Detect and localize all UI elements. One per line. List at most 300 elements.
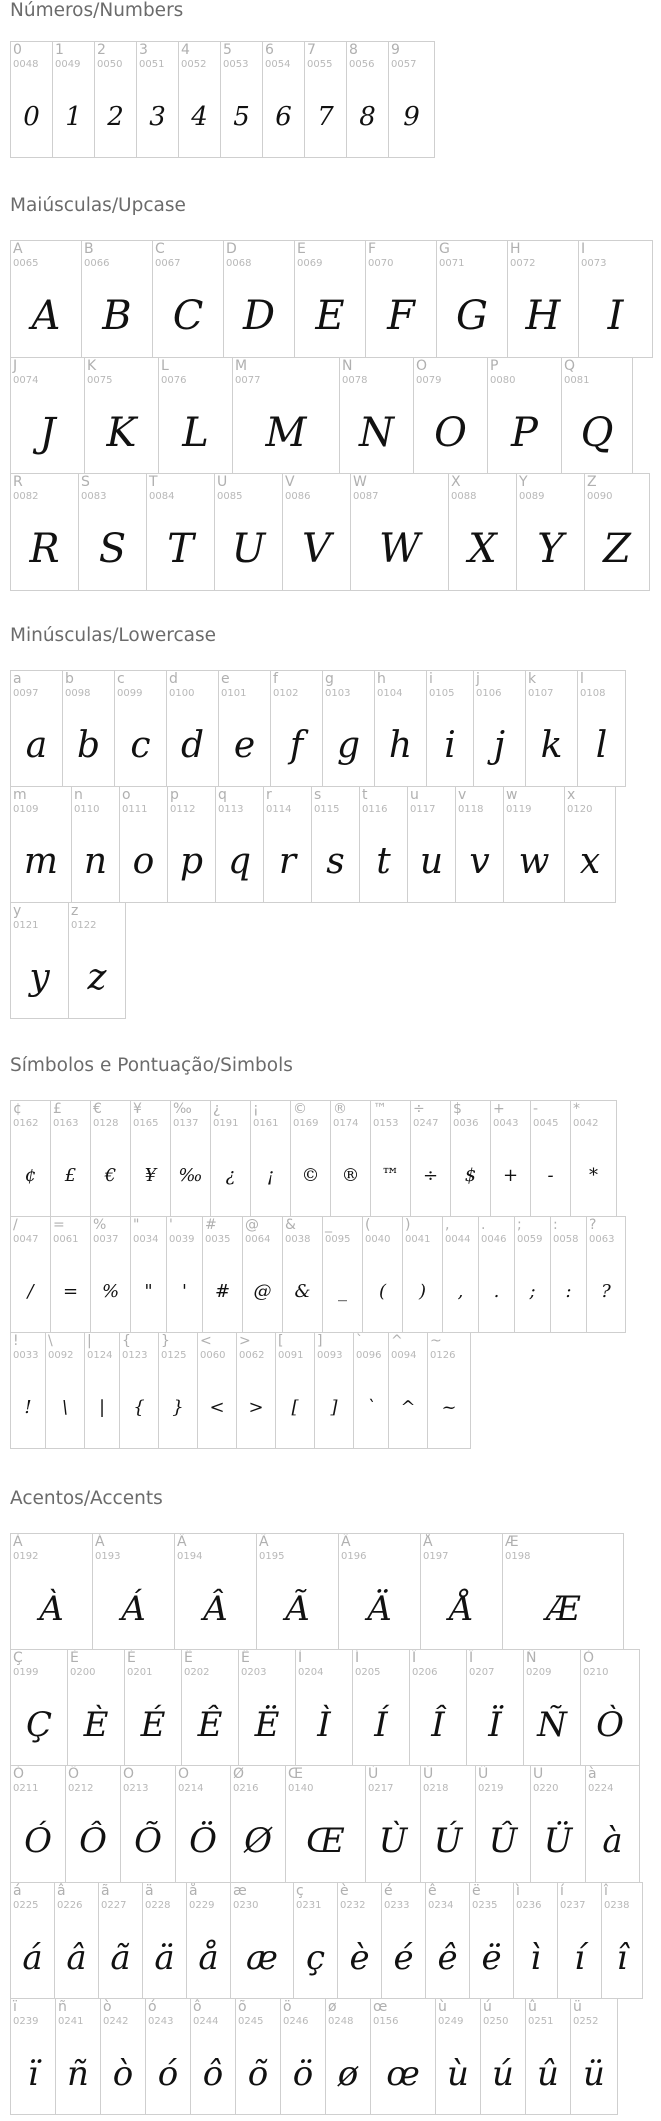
glyph-cell <box>166 670 219 787</box>
glyph-char-label: ñ <box>58 1999 67 2015</box>
glyph-preview: Â <box>203 1588 228 1629</box>
glyph-char-label: Ô <box>68 1766 80 1782</box>
glyph-char-label: â <box>57 1883 66 1899</box>
glyph-code-label: 0058 <box>553 1234 579 1245</box>
glyph-code-label: 0239 <box>13 2016 39 2027</box>
glyph-preview: : <box>565 1280 572 1302</box>
glyph-code-label: 0246 <box>283 2016 309 2027</box>
glyph-char-label: é <box>384 1883 393 1899</box>
glyph-code-label: 0097 <box>13 688 39 699</box>
glyph-preview: T <box>167 526 194 572</box>
glyph-preview: l <box>595 724 608 766</box>
glyph-cell <box>210 1100 251 1217</box>
glyph-code-label: 0241 <box>58 2016 84 2027</box>
glyph-code-label: 0090 <box>587 491 613 502</box>
glyph-code-label: 0213 <box>123 1783 149 1794</box>
glyph-char-label: ' <box>169 1217 173 1233</box>
glyph-char-label: © <box>293 1101 307 1117</box>
glyph-char-label: Ã <box>259 1534 269 1550</box>
glyph-cell <box>353 1332 389 1449</box>
glyph-cell <box>202 1216 243 1333</box>
glyph-code-label: 0088 <box>451 491 477 502</box>
glyph-char-label: è <box>340 1883 349 1899</box>
glyph-char-label: ® <box>333 1101 347 1117</box>
glyph-code-label: 0196 <box>341 1551 367 1562</box>
glyph-code-label: 0238 <box>604 1900 630 1911</box>
glyph-char-label: Ü <box>533 1766 544 1782</box>
glyph-cell <box>450 1100 491 1217</box>
glyph-char-label: ô <box>193 1999 202 2015</box>
glyph-char-label: 3 <box>139 42 148 58</box>
glyph-code-label: 0054 <box>265 59 291 70</box>
glyph-cell <box>570 1998 618 2115</box>
glyph-cell <box>282 1216 323 1333</box>
glyph-code-label: 0076 <box>161 375 187 386</box>
section-title: Símbolos e Pontuação/Simbols <box>10 1055 293 1076</box>
glyph-cell <box>220 41 263 158</box>
glyph-code-label: 0230 <box>233 1900 259 1911</box>
glyph-preview: < <box>209 1396 225 1418</box>
glyph-preview: D <box>242 293 276 339</box>
glyph-code-label: 0077 <box>235 375 261 386</box>
glyph-cell <box>174 1533 257 1650</box>
glyph-cell <box>338 1533 421 1650</box>
glyph-preview: Æ <box>545 1588 581 1629</box>
glyph-cell <box>304 41 347 158</box>
glyph-cell <box>525 670 578 787</box>
glyph-code-label: 0100 <box>169 688 195 699</box>
glyph-char-label: € <box>93 1101 102 1117</box>
glyph-code-label: 0111 <box>122 804 148 815</box>
glyph-cell <box>119 1332 159 1449</box>
glyph-cell <box>523 1649 581 1766</box>
glyph-code-label: 0234 <box>428 1900 454 1911</box>
glyph-code-label: 0128 <box>93 1118 119 1129</box>
glyph-preview: Ø <box>244 1821 272 1861</box>
glyph-preview: ü <box>583 2053 605 2094</box>
glyph-char-label: î <box>604 1883 608 1899</box>
glyph-char-label: É <box>127 1650 136 1666</box>
glyph-char-label: D <box>226 241 237 257</box>
glyph-preview: Ã <box>285 1588 310 1629</box>
glyph-char-label: Ï <box>469 1650 474 1666</box>
glyph-char-label: ™ <box>373 1101 387 1117</box>
glyph-preview: Ü <box>543 1821 573 1861</box>
glyph-code-label: 0115 <box>314 804 340 815</box>
glyph-code-label: 0078 <box>342 375 368 386</box>
glyph-char-label: } <box>161 1333 170 1349</box>
glyph-char-label: Í <box>355 1650 360 1666</box>
glyph-code-label: 0033 <box>13 1350 39 1361</box>
glyph-code-label: 0231 <box>296 1900 322 1911</box>
glyph-preview: ú <box>492 2053 514 2094</box>
glyph-code-label: 0202 <box>184 1667 210 1678</box>
glyph-preview: ã <box>110 1937 131 1978</box>
glyph-code-label: 0193 <box>95 1551 121 1562</box>
glyph-code-label: 0219 <box>478 1783 504 1794</box>
glyph-code-label: 0247 <box>413 1118 439 1129</box>
glyph-preview: r <box>278 840 297 882</box>
glyph-cell <box>550 1216 587 1333</box>
glyph-cell <box>142 1882 187 1999</box>
glyph-preview: Ç <box>25 1704 52 1745</box>
glyph-code-label: 0199 <box>13 1667 39 1678</box>
glyph-preview: ê <box>437 1937 458 1978</box>
glyph-code-label: 0237 <box>560 1900 586 1911</box>
glyph-preview: R <box>29 526 60 572</box>
glyph-cell <box>469 1882 514 1999</box>
glyph-preview: = <box>62 1280 79 1302</box>
glyph-preview: S <box>98 526 127 572</box>
glyph-cell <box>370 1998 436 2115</box>
glyph-code-label: 0039 <box>169 1234 195 1245</box>
glyph-code-label: 0140 <box>288 1783 314 1794</box>
glyph-char-label: W <box>353 474 367 490</box>
glyph-char-label: S <box>81 474 90 490</box>
glyph-char-label: ò <box>103 1999 112 2015</box>
glyph-char-label: u <box>410 787 419 803</box>
glyph-char-label: L <box>161 358 169 374</box>
glyph-code-label: 0114 <box>266 804 292 815</box>
glyph-code-label: 0038 <box>285 1234 311 1245</box>
glyph-char-label: Ú <box>423 1766 434 1782</box>
glyph-char-label: k <box>528 671 537 687</box>
glyph-cell <box>339 357 414 474</box>
glyph-preview: Ô <box>79 1821 107 1861</box>
glyph-preview: Z <box>603 526 631 572</box>
glyph-preview: _ <box>338 1280 347 1302</box>
glyph-preview: õ <box>247 2053 269 2094</box>
glyph-code-label: 0041 <box>405 1234 431 1245</box>
glyph-code-label: 0153 <box>373 1118 399 1129</box>
glyph-preview: g <box>336 724 361 766</box>
glyph-code-label: 0195 <box>259 1551 285 1562</box>
glyph-cell <box>90 1216 131 1333</box>
glyph-char-label: à <box>588 1766 597 1782</box>
glyph-code-label: 0243 <box>148 2016 174 2027</box>
glyph-preview: ö <box>292 2053 314 2094</box>
glyph-char-label: [ <box>278 1333 284 1349</box>
glyph-char-label: d <box>169 671 178 687</box>
glyph-cell <box>362 1216 403 1333</box>
glyph-preview: W <box>378 526 421 572</box>
glyph-preview: K <box>106 409 137 456</box>
glyph-cell <box>478 1216 515 1333</box>
glyph-cell <box>365 240 437 358</box>
glyph-preview: X <box>468 526 497 572</box>
glyph-preview: n <box>83 840 108 882</box>
glyph-preview: Ñ <box>537 1704 567 1745</box>
glyph-cell <box>413 357 488 474</box>
glyph-cell <box>178 41 221 158</box>
glyph-preview: ñ <box>67 2053 89 2094</box>
glyph-cell <box>68 902 126 1019</box>
glyph-cell <box>516 473 585 591</box>
glyph-cell <box>455 786 504 903</box>
glyph-cell <box>50 1100 91 1217</box>
glyph-char-label: ] <box>317 1333 323 1349</box>
glyph-preview: © <box>301 1164 320 1186</box>
glyph-char-label: e <box>221 671 230 687</box>
glyph-char-label: ø <box>328 1999 337 2015</box>
glyph-char-label: ê <box>428 1883 437 1899</box>
glyph-code-label: 0099 <box>117 688 143 699</box>
glyph-preview: â <box>66 1937 87 1978</box>
glyph-preview: - <box>547 1164 554 1186</box>
glyph-cell <box>448 473 517 591</box>
glyph-code-label: 0192 <box>13 1551 39 1562</box>
glyph-cell <box>420 1765 476 1883</box>
glyph-cell <box>381 1882 426 1999</box>
glyph-char-label: X <box>451 474 461 490</box>
glyph-char-label: ú <box>483 1999 492 2015</box>
glyph-char-label: c <box>117 671 125 687</box>
glyph-cell <box>256 1533 339 1650</box>
glyph-code-label: 0044 <box>445 1234 471 1245</box>
glyph-char-label: - <box>533 1101 539 1117</box>
glyph-code-label: 0073 <box>581 258 607 269</box>
glyph-char-label: ç <box>296 1883 304 1899</box>
glyph-cell <box>158 1332 198 1449</box>
glyph-cell <box>507 240 579 358</box>
glyph-cell <box>67 1649 125 1766</box>
glyph-preview: ' <box>182 1280 187 1302</box>
glyph-char-label: ? <box>589 1217 597 1233</box>
glyph-preview: Ä <box>367 1588 392 1629</box>
glyph-code-label: 0053 <box>223 59 249 70</box>
glyph-code-label: 0212 <box>68 1783 94 1794</box>
glyph-code-label: 0197 <box>423 1551 449 1562</box>
glyph-preview: x <box>579 840 601 882</box>
glyph-char-label: B <box>84 241 94 257</box>
glyph-char-label: * <box>573 1101 580 1117</box>
glyph-cell <box>10 1882 55 1999</box>
glyph-code-label: 0119 <box>506 804 532 815</box>
glyph-cell <box>175 1765 231 1883</box>
glyph-preview: C <box>172 293 204 339</box>
glyph-code-label: 0065 <box>13 258 39 269</box>
glyph-code-label: 0042 <box>573 1118 599 1129</box>
glyph-preview: ^ <box>400 1396 416 1418</box>
glyph-preview: ? <box>601 1280 611 1302</box>
glyph-preview: å <box>198 1937 219 1978</box>
glyph-code-label: 0035 <box>205 1234 231 1245</box>
glyph-code-label: 0064 <box>245 1234 271 1245</box>
glyph-char-label: 6 <box>265 42 274 58</box>
section-title: Acentos/Accents <box>10 1488 163 1509</box>
glyph-cell <box>10 1533 93 1650</box>
glyph-char-label: Î <box>412 1650 417 1666</box>
glyph-char-label: A <box>13 241 23 257</box>
glyph-code-label: 0194 <box>177 1551 203 1562</box>
glyph-code-label: 0229 <box>189 1900 215 1911</box>
glyph-cell <box>410 1100 451 1217</box>
glyph-code-label: 0200 <box>70 1667 96 1678</box>
glyph-char-label: V <box>285 474 295 490</box>
glyph-code-label: 0218 <box>423 1783 449 1794</box>
glyph-cell <box>295 1649 353 1766</box>
glyph-cell <box>100 1998 146 2115</box>
glyph-cell <box>293 1882 338 1999</box>
glyph-code-label: 0101 <box>221 688 247 699</box>
glyph-cell <box>407 786 456 903</box>
glyph-cell <box>487 357 562 474</box>
glyph-char-label: j <box>476 671 480 687</box>
glyph-cell <box>78 473 147 591</box>
glyph-char-label: t <box>362 787 368 803</box>
glyph-preview: o <box>132 840 155 882</box>
glyph-preview: E <box>315 293 345 339</box>
glyph-char-label: Æ <box>505 1534 519 1550</box>
glyph-preview: c <box>130 724 151 766</box>
glyph-preview: Î <box>431 1704 445 1745</box>
glyph-preview: } <box>172 1396 184 1418</box>
glyph-cell <box>275 1332 315 1449</box>
glyph-preview: [ <box>291 1396 299 1418</box>
glyph-char-label: ` <box>356 1333 363 1349</box>
glyph-char-label: , <box>445 1217 450 1233</box>
glyph-char-label: Â <box>177 1534 187 1550</box>
glyph-char-label: G <box>439 241 450 257</box>
glyph-cell <box>214 473 283 591</box>
section-title: Números/Numbers <box>10 0 184 21</box>
glyph-char-label: Y <box>519 474 528 490</box>
glyph-code-label: 0068 <box>226 258 252 269</box>
glyph-cell <box>570 1100 617 1217</box>
glyph-cell <box>280 1998 326 2115</box>
glyph-cell <box>586 1216 626 1333</box>
glyph-cell <box>322 1216 363 1333</box>
glyph-code-label: 0081 <box>564 375 590 386</box>
glyph-preview: % <box>101 1280 120 1302</box>
glyph-char-label: Ó <box>13 1766 25 1782</box>
glyph-char-label: g <box>325 671 334 687</box>
glyph-preview: É <box>140 1704 166 1745</box>
glyph-char-label: h <box>377 671 386 687</box>
glyph-code-label: 0198 <box>505 1551 531 1562</box>
glyph-preview: J <box>39 409 56 456</box>
glyph-preview: d <box>180 724 205 766</box>
glyph-cell <box>584 473 650 591</box>
glyph-cell <box>427 1332 471 1449</box>
glyph-char-label: C <box>155 241 165 257</box>
glyph-preview: ; <box>529 1280 536 1302</box>
glyph-preview: B <box>102 293 132 339</box>
glyph-char-label: x <box>567 787 576 803</box>
glyph-cell <box>235 1998 281 2115</box>
glyph-cell <box>374 670 427 787</box>
glyph-cell <box>130 1100 171 1217</box>
glyph-preview: j <box>493 724 506 766</box>
glyph-code-label: 0220 <box>533 1783 559 1794</box>
glyph-cell <box>215 786 264 903</box>
glyph-preview: & <box>294 1280 311 1302</box>
glyph-char-label: o <box>122 787 131 803</box>
glyph-preview: ) <box>418 1280 427 1302</box>
glyph-preview: Œ <box>306 1821 345 1861</box>
glyph-code-label: 0087 <box>353 491 379 502</box>
glyph-preview: € <box>104 1164 117 1186</box>
glyph-code-label: 0214 <box>178 1783 204 1794</box>
glyph-cell <box>490 1100 531 1217</box>
glyph-preview: Ó <box>24 1821 52 1861</box>
glyph-code-label: 0169 <box>293 1118 319 1129</box>
glyph-char-label: l <box>580 671 584 687</box>
glyph-char-label: 7 <box>307 42 316 58</box>
glyph-cell <box>119 786 168 903</box>
glyph-cell <box>55 1998 101 2115</box>
glyph-char-label: ¡ <box>253 1101 259 1117</box>
glyph-preview: 7 <box>317 101 334 132</box>
glyph-cell <box>10 1332 46 1449</box>
glyph-preview: ( <box>378 1280 387 1302</box>
glyph-char-label: z <box>71 903 79 919</box>
glyph-cell <box>282 473 351 591</box>
glyph-cell <box>186 1882 231 1999</box>
glyph-preview: Í <box>374 1704 388 1745</box>
glyph-cell <box>10 902 69 1019</box>
glyph-char-label: Å <box>423 1534 433 1550</box>
glyph-preview: ¿ <box>225 1164 236 1186</box>
glyph-cell <box>62 670 115 787</box>
glyph-preview: ó <box>157 2053 179 2094</box>
glyph-char-label: ¥ <box>133 1101 142 1117</box>
glyph-cell <box>84 1332 120 1449</box>
glyph-cell <box>98 1882 143 1999</box>
glyph-cell <box>580 1649 640 1766</box>
glyph-code-label: 0113 <box>218 804 244 815</box>
glyph-code-label: 0122 <box>71 920 97 931</box>
glyph-code-label: 0082 <box>13 491 39 502</box>
glyph-char-label: & <box>285 1217 296 1233</box>
glyph-cell <box>294 240 366 358</box>
glyph-preview: ò <box>112 2053 134 2094</box>
glyph-preview: " <box>144 1280 153 1302</box>
glyph-char-label: ã <box>101 1883 110 1899</box>
glyph-char-label: w <box>506 787 518 803</box>
glyph-preview: Ú <box>433 1821 463 1861</box>
glyph-char-label: Ø <box>233 1766 245 1782</box>
glyph-code-label: 0056 <box>349 59 375 70</box>
glyph-preview: £ <box>64 1164 77 1186</box>
glyph-char-label: Û <box>478 1766 489 1782</box>
glyph-code-label: 0174 <box>333 1118 359 1129</box>
glyph-cell <box>236 1332 276 1449</box>
glyph-code-label: 0036 <box>453 1118 479 1129</box>
glyph-char-label: ó <box>148 1999 157 2015</box>
glyph-code-label: 0205 <box>355 1667 381 1678</box>
glyph-preview: È <box>83 1704 109 1745</box>
glyph-code-label: 0083 <box>81 491 107 502</box>
glyph-char-label: á <box>13 1883 22 1899</box>
glyph-code-label: 0052 <box>181 59 207 70</box>
glyph-preview: U <box>231 526 266 572</box>
glyph-preview: @ <box>253 1280 272 1302</box>
glyph-cell <box>263 786 312 903</box>
glyph-char-label: / <box>13 1217 18 1233</box>
glyph-code-label: 0244 <box>193 2016 219 2027</box>
glyph-code-label: 0245 <box>238 2016 264 2027</box>
glyph-cell <box>442 1216 479 1333</box>
glyph-code-label: 0123 <box>122 1350 148 1361</box>
glyph-preview: Û <box>488 1821 518 1861</box>
glyph-cell <box>166 1216 203 1333</box>
glyph-cell <box>190 1998 236 2115</box>
glyph-preview: 6 <box>275 101 292 132</box>
glyph-cell <box>136 41 179 158</box>
glyph-code-label: 0156 <box>373 2016 399 2027</box>
glyph-cell <box>325 1998 371 2115</box>
